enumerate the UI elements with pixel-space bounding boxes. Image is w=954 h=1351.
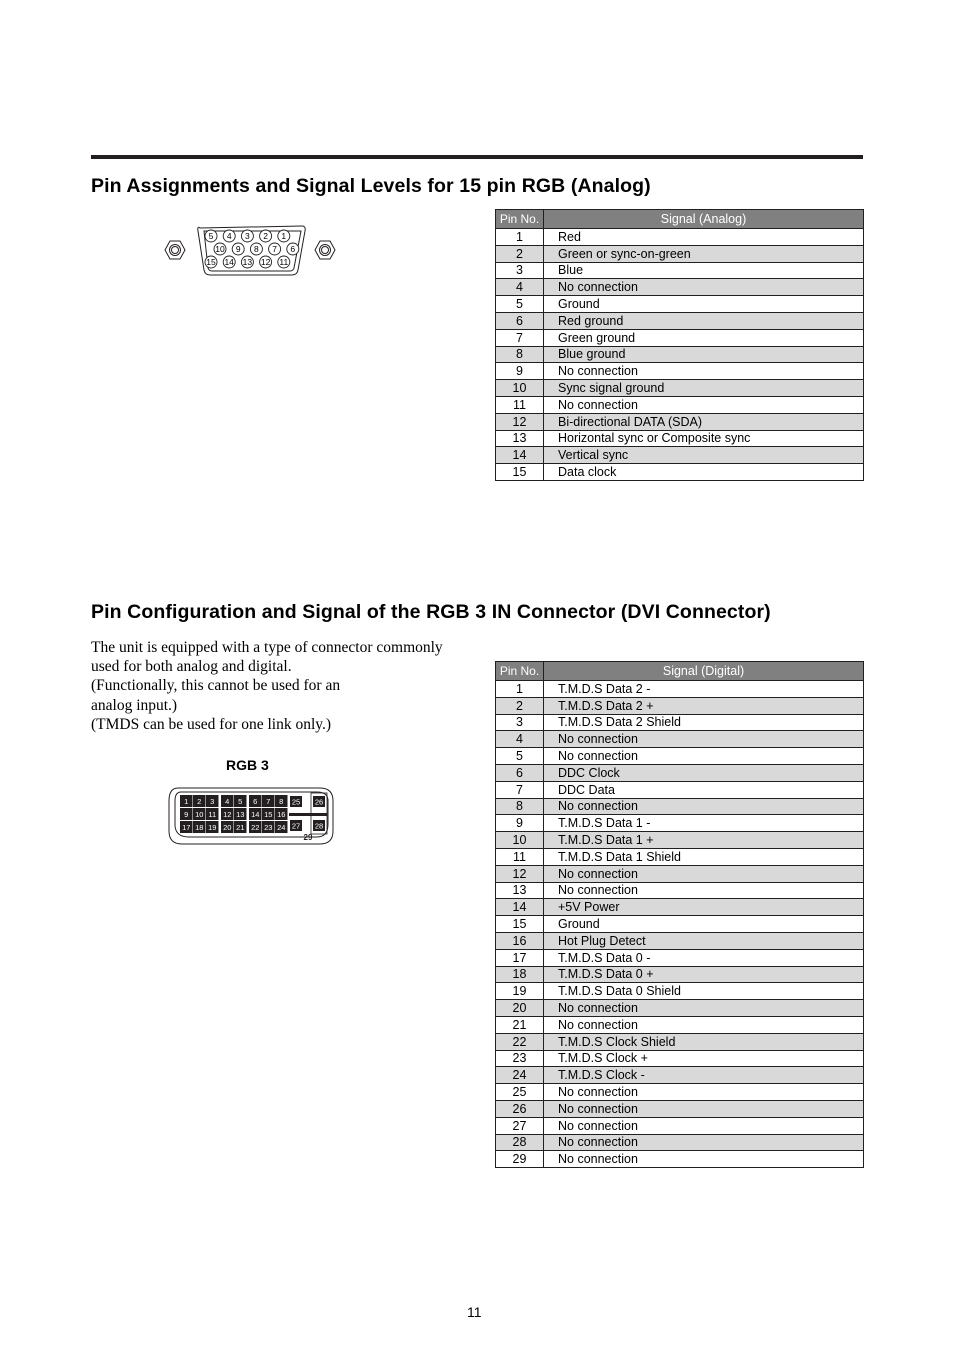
- signal-cell: T.M.D.S Clock Shield: [544, 1033, 864, 1050]
- signal-cell: No connection: [544, 363, 864, 380]
- signal-cell: No connection: [544, 748, 864, 765]
- table-row: [496, 1100, 864, 1117]
- pin-number-label: 8: [254, 244, 259, 254]
- pin-number-cell: 11: [496, 848, 544, 865]
- dsub15-connector-diagram: [160, 222, 340, 278]
- signal-cell: No connection: [544, 1000, 864, 1017]
- table-row: [496, 815, 864, 832]
- table-row: [496, 464, 864, 481]
- description-line: used for both analog and digital.: [91, 658, 292, 676]
- pin-number-cell: 4: [496, 731, 544, 748]
- dvi-pin-label: 19: [208, 823, 217, 832]
- dvi-pin-label: 7: [266, 797, 271, 806]
- table-row: [496, 848, 864, 865]
- pin-number-label: 3: [245, 231, 250, 241]
- table-row: [496, 949, 864, 966]
- signal-cell: No connection: [544, 1100, 864, 1117]
- page-number: 11: [467, 1304, 482, 1320]
- table-row: [496, 1134, 864, 1151]
- table-row: [496, 932, 864, 949]
- signal-cell: Blue ground: [544, 346, 864, 363]
- dvi-pin-label: 8: [279, 797, 284, 806]
- table-row: [496, 798, 864, 815]
- pin-number-cell: 7: [496, 781, 544, 798]
- pin-number-cell: 23: [496, 1050, 544, 1067]
- dvi-pin-label: 14: [251, 810, 260, 819]
- signal-cell: No connection: [544, 396, 864, 413]
- signal-cell: T.M.D.S Data 0 -: [544, 949, 864, 966]
- pin-number-cell: 3: [496, 714, 544, 731]
- pin-number-cell: 26: [496, 1100, 544, 1117]
- table-row: [496, 714, 864, 731]
- dvi-pin-label: 22: [251, 823, 260, 832]
- pin-number-cell: 11: [496, 396, 544, 413]
- table-row: [496, 899, 864, 916]
- signal-cell: No connection: [544, 798, 864, 815]
- signal-cell: Ground: [544, 296, 864, 313]
- pin-number-cell: 13: [496, 882, 544, 899]
- pin-number-cell: 10: [496, 380, 544, 397]
- dvi-pin-label: 1: [184, 797, 189, 806]
- pin-number-cell: 28: [496, 1134, 544, 1151]
- description-line: analog input.): [91, 696, 178, 714]
- pin-number-cell: 8: [496, 346, 544, 363]
- pin-number-cell: 9: [496, 363, 544, 380]
- signal-cell: No connection: [544, 1016, 864, 1033]
- signal-cell: Hot Plug Detect: [544, 932, 864, 949]
- table-row: [496, 363, 864, 380]
- table-row: [496, 1050, 864, 1067]
- analog-pin-table: [495, 209, 864, 481]
- table-row: [496, 1016, 864, 1033]
- pin-number-label: 10: [215, 244, 225, 254]
- pin-number-cell: 13: [496, 430, 544, 447]
- dvi-pin-label: 11: [208, 810, 217, 819]
- dvi-pin-label: 3: [210, 797, 215, 806]
- table-row: [496, 430, 864, 447]
- pin-number-label: 15: [206, 257, 216, 267]
- description-line: The unit is equipped with a type of connector commonly: [91, 639, 443, 656]
- signal-cell: No connection: [544, 1117, 864, 1134]
- signal-cell: DDC Data: [544, 781, 864, 798]
- pin-number-label: 9: [235, 244, 241, 254]
- signal-cell: Ground: [544, 916, 864, 933]
- dvi-pin-label: 6: [253, 797, 258, 806]
- dvi-pin-label: 17: [182, 823, 191, 832]
- table-row: [496, 413, 864, 430]
- dvi-pin-label: 29: [303, 833, 313, 842]
- dvi-pin-label: 23: [264, 823, 273, 832]
- table-row: [496, 865, 864, 882]
- pin-number-label: 11: [279, 257, 289, 267]
- pin-number-cell: 3: [496, 262, 544, 279]
- pin-number-label: 5: [208, 231, 214, 241]
- pin-number-cell: 21: [496, 1016, 544, 1033]
- signal-cell: Horizontal sync or Composite sync: [544, 430, 864, 447]
- dvi-pin-label: 13: [236, 810, 245, 819]
- pin-number-cell: 8: [496, 798, 544, 815]
- pin-number-cell: 25: [496, 1084, 544, 1101]
- pin-number-cell: 14: [496, 447, 544, 464]
- pin-number-cell: 6: [496, 764, 544, 781]
- table-row: [496, 681, 864, 698]
- signal-cell: Data clock: [544, 464, 864, 481]
- signal-cell: No connection: [544, 1151, 864, 1168]
- table-row: [496, 329, 864, 346]
- pin-number-label: 12: [260, 257, 271, 267]
- description-line: (Functionally, this cannot be used for an: [91, 677, 341, 695]
- pin-number-cell: 7: [496, 329, 544, 346]
- pin-number-cell: 4: [496, 279, 544, 296]
- pin-number-label: 14: [224, 257, 234, 267]
- signal-cell: No connection: [544, 731, 864, 748]
- signal-cell: Bi-directional DATA (SDA): [544, 413, 864, 430]
- table-row: [496, 229, 864, 246]
- dvi-pin-label: 27: [291, 821, 301, 831]
- pin-number-cell: 20: [496, 1000, 544, 1017]
- table-row: [496, 1117, 864, 1134]
- table-row: [496, 731, 864, 748]
- signal-analog-header: Signal (Analog): [544, 210, 864, 229]
- pin-number-cell: 6: [496, 312, 544, 329]
- table-row: [496, 781, 864, 798]
- pin-number-cell: 22: [496, 1033, 544, 1050]
- pin-number-cell: 15: [496, 916, 544, 933]
- dvi-connector-diagram: [166, 786, 336, 846]
- pin-number-cell: 5: [496, 748, 544, 765]
- dvi-pin-label: 28: [314, 821, 324, 831]
- pin-number-cell: 1: [496, 681, 544, 698]
- signal-cell: T.M.D.S Clock -: [544, 1067, 864, 1084]
- pin-no-header: Pin No.: [496, 210, 544, 229]
- signal-cell: T.M.D.S Data 1 +: [544, 832, 864, 849]
- table-row: [496, 983, 864, 1000]
- pin-number-label: 1: [281, 231, 287, 241]
- signal-cell: Blue: [544, 262, 864, 279]
- table-row: [496, 1033, 864, 1050]
- table-row: [496, 279, 864, 296]
- pin-number-label: 7: [272, 244, 277, 254]
- pin-number-cell: 24: [496, 1067, 544, 1084]
- section1-title: Pin Assignments and Signal Levels for 15 pin RGB (Analog): [91, 175, 651, 197]
- dvi-pin-label: 9: [184, 810, 189, 819]
- dvi-pin-label: 2: [197, 797, 202, 806]
- signal-cell: T.M.D.S Data 1 Shield: [544, 848, 864, 865]
- dvi-pin-label: 20: [223, 823, 232, 832]
- pin-number-cell: 12: [496, 413, 544, 430]
- pin-number-cell: 14: [496, 899, 544, 916]
- table-row: [496, 296, 864, 313]
- pin-number-cell: 18: [496, 966, 544, 983]
- table-row: [496, 1000, 864, 1017]
- table-row: [496, 1151, 864, 1168]
- pin-number-cell: 10: [496, 832, 544, 849]
- dvi-ground-blade: [289, 813, 327, 816]
- table-row: [496, 380, 864, 397]
- pin-number-cell: 27: [496, 1117, 544, 1134]
- pin-number-label: 4: [226, 231, 232, 241]
- dvi-pin-label: 26: [314, 797, 324, 807]
- dvi-description: [91, 638, 471, 734]
- table-row: [496, 966, 864, 983]
- signal-cell: Vertical sync: [544, 447, 864, 464]
- table-row: [496, 262, 864, 279]
- signal-cell: No connection: [544, 1084, 864, 1101]
- signal-cell: DDC Clock: [544, 764, 864, 781]
- table-row: [496, 396, 864, 413]
- table-row: [496, 916, 864, 933]
- pin-number-cell: 17: [496, 949, 544, 966]
- pin-number-label: 13: [242, 257, 253, 267]
- dvi-pin-label: 16: [277, 810, 286, 819]
- signal-cell: T.M.D.S Data 2 +: [544, 697, 864, 714]
- pin-number-cell: 15: [496, 464, 544, 481]
- signal-cell: T.M.D.S Data 2 -: [544, 681, 864, 698]
- pin-number-cell: 19: [496, 983, 544, 1000]
- table-row: [496, 832, 864, 849]
- pin-number-cell: 2: [496, 245, 544, 262]
- description-line: (TMDS can be used for one link only.): [91, 715, 332, 733]
- signal-digital-header: Signal (Digital): [544, 662, 864, 681]
- dvi-pin-label: 21: [236, 823, 245, 832]
- dvi-pin-label: 12: [223, 810, 232, 819]
- rgb3-label: RGB 3: [226, 757, 269, 773]
- signal-cell: Red ground: [544, 312, 864, 329]
- pin-no-header: Pin No.: [496, 662, 544, 681]
- digital-pin-table: [495, 661, 864, 1168]
- signal-cell: Green or sync-on-green: [544, 245, 864, 262]
- pin-number-cell: 5: [496, 296, 544, 313]
- signal-cell: T.M.D.S Data 1 -: [544, 815, 864, 832]
- pin-number-label: 2: [263, 231, 268, 241]
- table-row: [496, 764, 864, 781]
- table-row: [496, 312, 864, 329]
- dvi-pin-label: 4: [225, 797, 230, 806]
- pin-number-label: 6: [290, 244, 296, 254]
- signal-cell: T.M.D.S Clock +: [544, 1050, 864, 1067]
- table-row: [496, 245, 864, 262]
- signal-cell: No connection: [544, 279, 864, 296]
- dvi-pin-label: 18: [195, 823, 204, 832]
- table-row: [496, 748, 864, 765]
- signal-cell: Green ground: [544, 329, 864, 346]
- table-row: [496, 1084, 864, 1101]
- pin-number-cell: 2: [496, 697, 544, 714]
- signal-cell: Red: [544, 229, 864, 246]
- signal-cell: T.M.D.S Data 0 +: [544, 966, 864, 983]
- dvi-pin-label: 24: [277, 823, 286, 832]
- table-row: [496, 447, 864, 464]
- table-row: [496, 697, 864, 714]
- signal-cell: T.M.D.S Data 2 Shield: [544, 714, 864, 731]
- signal-cell: No connection: [544, 865, 864, 882]
- signal-cell: T.M.D.S Data 0 Shield: [544, 983, 864, 1000]
- dvi-pin-label: 10: [195, 810, 204, 819]
- dvi-pin-label: 15: [264, 810, 273, 819]
- table-row: [496, 1067, 864, 1084]
- table-row: [496, 882, 864, 899]
- signal-cell: No connection: [544, 882, 864, 899]
- pin-number-cell: 29: [496, 1151, 544, 1168]
- signal-cell: Sync signal ground: [544, 380, 864, 397]
- pin-number-cell: 16: [496, 932, 544, 949]
- dvi-pin-label: 5: [238, 797, 243, 806]
- signal-cell: +5V Power: [544, 899, 864, 916]
- dvi-pin-label: 25: [291, 797, 301, 807]
- section2-title: Pin Configuration and Signal of the RGB 3 IN Connector (DVI Connector): [91, 601, 771, 623]
- signal-cell: No connection: [544, 1134, 864, 1151]
- pin-number-cell: 1: [496, 229, 544, 246]
- section-divider: [91, 155, 863, 159]
- pin-number-cell: 9: [496, 815, 544, 832]
- pin-number-cell: 12: [496, 865, 544, 882]
- table-row: [496, 346, 864, 363]
